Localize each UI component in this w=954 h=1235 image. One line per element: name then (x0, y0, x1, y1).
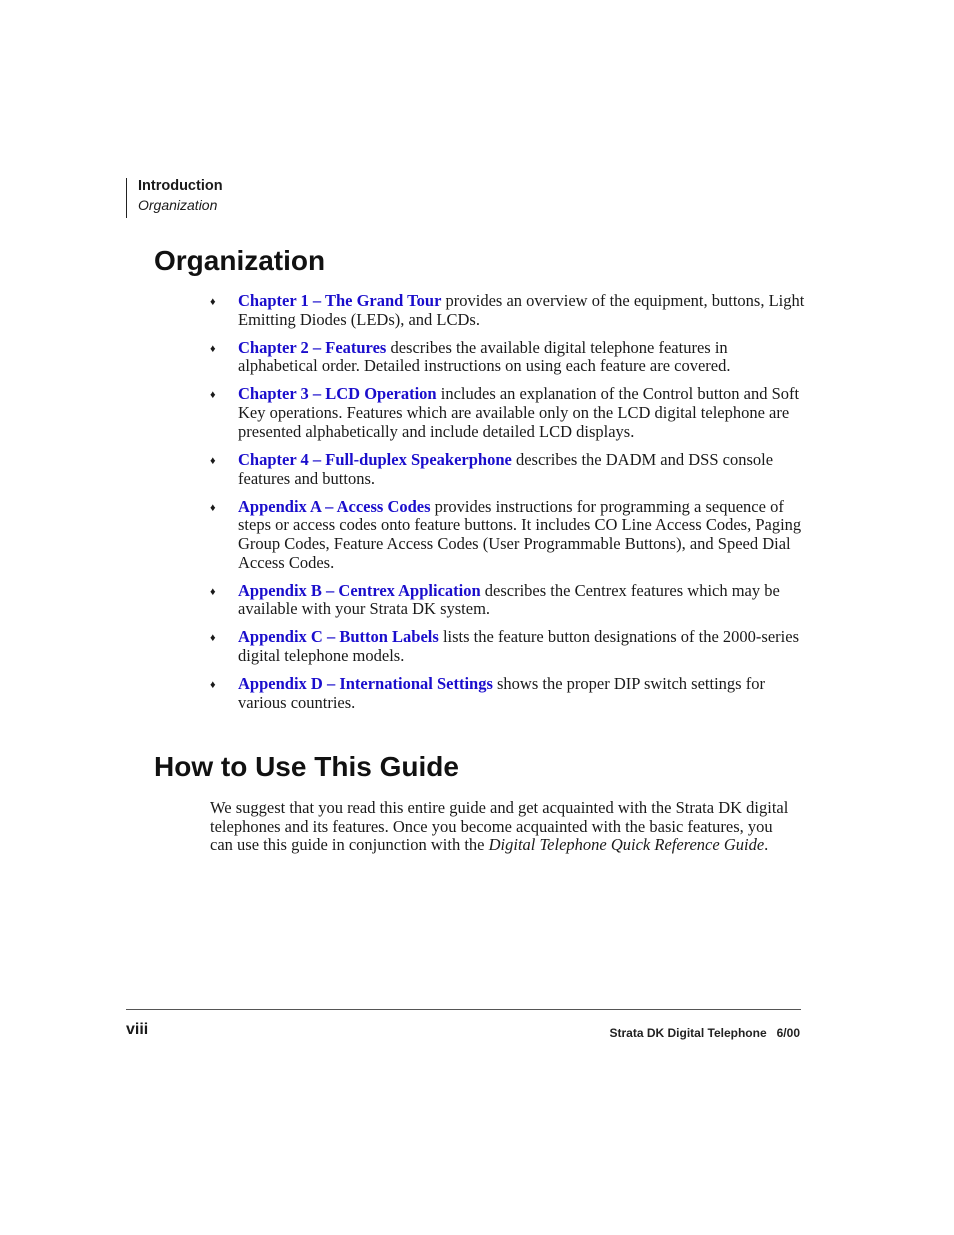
footer-title: Strata DK Digital Telephone 6/00 (609, 1026, 800, 1040)
chapter-2-link[interactable]: Chapter 2 – Features (238, 337, 387, 357)
list-item-text: provides instructions for programming a sequence of steps or access codes onto feature buttons. It includes CO Line Access Codes, Paging Group Codes, Feature Access Codes (User Programmable Buttons), and Speed Dial Access Codes. (238, 496, 802, 572)
list-item (210, 339, 810, 376)
chapter-4-link[interactable]: Chapter 4 – Full-duplex Speakerphone (238, 449, 512, 469)
quick-reference-title: Digital Telephone Quick Reference Guide (488, 835, 765, 855)
list-item (210, 292, 810, 329)
how-to-paragraph (210, 799, 790, 855)
diamond-bullet-icon: ♦ (210, 454, 216, 467)
organization-heading: Organization (154, 245, 326, 276)
chapter-3-link[interactable]: Chapter 3 – LCD Operation (238, 384, 437, 404)
appendix-a-link[interactable]: Appendix A – Access Codes (238, 496, 431, 516)
diamond-bullet-icon: ♦ (210, 632, 216, 645)
page-number: viii (126, 1021, 149, 1038)
list-item-text: shows the proper DIP switch settings for various countries. (238, 674, 765, 712)
list-item-text: lists the feature button designations of the 2000-series digital telephone models. (238, 627, 799, 666)
diamond-bullet-icon: ♦ (210, 501, 216, 514)
list-item-text: describes the Centrex features which may be available with your Strata DK system. (238, 580, 780, 619)
how-to-text: We suggest that you read this entire guide and get acquainted with the Strata DK digital telephones and its features. Once you become acquainted with the basic features, you can use this guide in conjunction with the (210, 798, 789, 855)
appendix-b-link[interactable]: Appendix B – Centrex Application (238, 580, 481, 600)
chapter-1-link[interactable]: Chapter 1 – The Grand Tour (238, 291, 442, 310)
footer-rule (126, 1009, 801, 1010)
appendix-d-link[interactable]: Appendix D – International Settings (238, 674, 493, 694)
list-item-text: includes an explanation of the Control button and Soft Key operations. Features which are available only on the LCD digital telephone are presented alphabetically and include detailed LCD displays. (238, 384, 800, 441)
list-item (210, 451, 810, 488)
diamond-bullet-icon: ♦ (210, 585, 216, 598)
list-item (210, 628, 810, 665)
how-to-text-end: . (764, 835, 769, 855)
organization-list (210, 292, 810, 722)
list-item-text: describes the available digital telephone features in alphabetical order. Detailed instructions on using each feature are covered. (238, 337, 731, 376)
diamond-bullet-icon: ♦ (210, 679, 216, 692)
list-item-text: describes the DADM and DSS console features and buttons. (238, 449, 774, 488)
list-item (210, 385, 810, 441)
diamond-bullet-icon: ♦ (210, 389, 216, 402)
appendix-c-link[interactable]: Appendix C – Button Labels (238, 627, 439, 647)
running-head-chapter: Introduction (138, 178, 223, 194)
how-to-heading: How to Use This Guide (154, 751, 459, 782)
diamond-bullet-icon: ♦ (210, 342, 216, 355)
running-head-section: Organization (138, 197, 218, 213)
list-item (210, 498, 810, 573)
list-item-text: provides an overview of the equipment, buttons, Light Emitting Diodes (LEDs), and LCDs. (238, 291, 805, 329)
diamond-bullet-icon: ♦ (210, 296, 216, 308)
running-head (126, 178, 223, 218)
list-item (210, 675, 810, 712)
list-item (210, 582, 810, 619)
